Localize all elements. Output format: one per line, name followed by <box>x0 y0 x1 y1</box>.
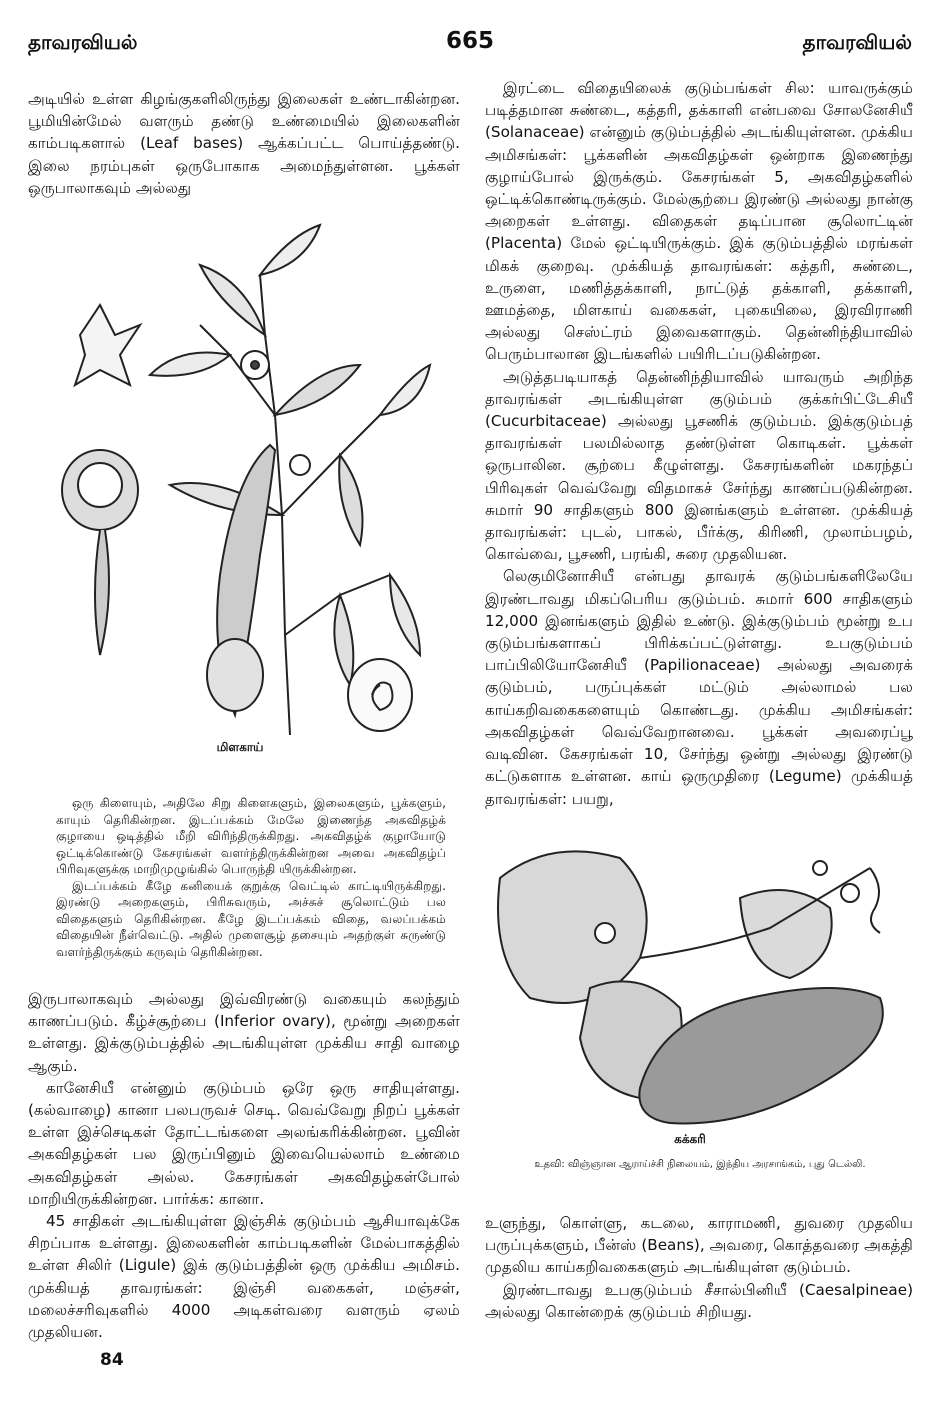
paragraph: கானேசியீ என்னும் குடும்பம் ஒரே ஒரு சாதியுள்ளது. (கல்வாழை) கானா பலபருவச் செடி. வெவ்வேறு நிறப் பூக்கள் உள்ள இச்செடிகள் தோட்டங்களை அலங்கரிக்கின்றன. பூவின் அகவிதழ்கள் பல இருப்பினும் இவையெல்லாம் உண்மை அகவிதழ்கள் அல்ல. கேசரங்கள் அகவிதழ்கள்போல் மாறியிருக்கின்றன. பார்க்க: கானா. <box>28 1078 460 1208</box>
right-column-bottom <box>485 1212 913 1323</box>
figure-1-label: மிளகாய் <box>216 740 264 754</box>
running-header-right: தாவரவியல் <box>802 30 912 54</box>
paragraph: இரண்டாவது உபகுடும்பம் சீசால்பினியீ (Caesalpineae) அல்லது கொன்றைக் குடும்பம் சிறியது. <box>485 1280 913 1321</box>
figure-2-credit: உதவி: விஞ்ஞான ஆராய்ச்சி நிலையம், இந்திய அரசாங்கம், புது டெல்லி. <box>534 1159 866 1170</box>
paragraph: இரட்டை விதையிலைக் குடும்பங்கள் சில: யாவருக்கும் படித்தமான சுண்டை, கத்தரி, தக்காளி என்பவை சோலனேசியீ (Solanaceae) என்னும் குடும்பத்தில் அடங்கியுள்ளன. முக்கிய அமிசங்கள்: பூக்களின் அகவிதழ்கள் ஒன்றாக இணைந்து குழாய்போல் இருக்கும். கேசரங்கள் 5, அகவிதழ்களில் ஒட்டிக்கொண்டிருக்கும். மேல்சூற்பை இரண்டு அல்லது நான்கு அறைகள் உள்ளது. விதைகள் தடிப்பான சூலொட்டின் (Placenta) மேல் ஒட்டியிருக்கும். இக் குடும்பத்தில் மரங்கள் மிகக் குறைவு. முக்கியத் தாவரங்கள்: கத்தரி, சுண்டை, உருளை, மணித்தக்காளி, நாட்டுத் தக்காளி, தக்காளி, ஊமத்தை, மிளகாய் வகைகள், புகையிலை, இரவிராணி அல்லது செஸ்ட்ரம் இவைகளாகும். தென்னிந்தியாவில் பெரும்பாலான இடங்களில் பயிரிடப்படுகின்றன. <box>485 79 913 364</box>
page-number-header: 665 <box>445 28 494 54</box>
left-column-bottom <box>28 988 460 1343</box>
figure-2-label: கக்கரி <box>674 1132 706 1146</box>
page-number-footer: 84 <box>100 1350 124 1370</box>
cucumber-illustration <box>490 838 910 1138</box>
chilli-plant-illustration <box>60 215 440 735</box>
left-column-top <box>28 88 460 199</box>
running-header-left: தாவரவியல் <box>28 30 138 54</box>
paragraph: இருபாலாகவும் அல்லது இவ்விரண்டு வகையும் கலந்தும் காணப்படும். கீழ்ச்சூற்பை (Inferior ovary), மூன்று அறைகள் உள்ளது. இக்குடும்பத்தில் அடங்கியுள்ள முக்கிய சாதி வாழை ஆகும். <box>28 990 460 1075</box>
paragraph: லெகுமினோசியீ என்பது தாவரக் குடும்பங்களிலேயே இரண்டாவது மிகப்பெரிய குடும்பம். சுமார் 600 சாதிகளும் 12,000 இனங்களும் இதில் உண்டு. இக்குடும்பம் மூன்று உப குடும்பங்களாகப் பிரிக்கப்பட்டுள்ளது. உபகுடும்பம் பாப்பிலியோனேசியீ (Papilionaceae) அல்லது அவரைக் குடும்பம், பருப்புக்கள் மட்டும் அல்லாமல் பல காய்கறிவகைகளையும் கொண்டது. முக்கிய அமிசங்கள்: அகவிதழ்கள் வெவ்வேறானவை. பூக்கள் அவரைப்பூ வடிவின. கேசரங்கள் 10, சேர்ந்து ஒன்று அல்லது இரண்டு கட்டுகளாக உள்ளன. காய் ஒருமுதிரை (Legume) முக்கியத் தாவரங்கள்: பயறு, <box>485 567 913 808</box>
figure-1-caption <box>56 795 446 960</box>
caption-paragraph: ஒரு கிளையும், அதிலே சிறு கிளைகளும், இலைகளும், பூக்களும், காயும் தெரிகின்றன. இடப்பக்கம் மேலே இணைந்த அகவிதழ்க் குழாயை ஒடித்தில் மீறி விரிந்திருக்கிறது. அகவிதழ்க் குழாயோடு ஒட்டிக்கொண்டு கேசரங்கள் வளர்ந்திருக்கின்றன அவை அகவிதழ்ப் பிரிவுகளுக்கு மாறிமுழுங்கில் பொருந்தி யிருக்கின்றன. <box>56 796 446 876</box>
paragraph: 45 சாதிகள் அடங்கியுள்ள இஞ்சிக் குடும்பம் ஆசியாவுக்கே சிறப்பாக உள்ளது. இலைகளின் காம்படிகளின் மேல்பாகத்தில் உள்ள சிலிர் (Ligule) இக் குடும்பத்தின் ஒரு முக்கிய அமிசம். முக்கியத் தாவரங்கள்: இஞ்சி வகைகள், மஞ்சள், மலைச்சரிவுகளில் 4000 அடிகள்வரை வளரும் ஏலம் முதலியன. <box>28 1212 460 1342</box>
paragraph: உளுந்து, கொள்ளு, கடலை, காராமணி, துவரை முதலிய பருப்புக்களும், பீன்ஸ் (Beans), அவரை, கொத்தவரை அகத்தி முதலிய காய்கறிவகைகளும் அடங்கியுள்ள குடும்பம். <box>485 1214 913 1277</box>
paragraph: அடுத்தபடியாகத் தென்னிந்தியாவில் யாவரும் அறிந்த தாவரங்கள் அடங்கியுள்ள குடும்பம் குக்கர்பிட்டேசியீ (Cucurbitaceae) அல்லது பூசணிக் குடும்பம். இக்குடும்பத் தாவரங்கள் பலமில்லாத தண்டுள்ள கொடிகள். பூக்கள் ஒருபாலின. சூற்பை கீழுள்ளது. கேசரங்களின் மகரந்தப் பிரிவுகள் வெவ்வேறு விதமாகச் சேர்ந்து காணப்படுகின்றன. சுமார் 90 சாதிகளும் 800 இனங்களும் உள்ளன. முக்கியத் தாவரங்கள்: புடல், பாகல், பீர்க்கு, கிரிணி, முலாம்பழம், கொவ்வை, பூசணி, பரங்கி, சுரை முதலியன. <box>485 367 913 564</box>
paragraph: அடியில் உள்ள கிழங்குகளிலிருந்து இலைகள் உண்டாகின்றன. பூமியின்மேல் வளரும் தண்டு உண்மையில் இலைகளின் காம்படிகளால் (Leaf bases) ஆக்கப்பட்ட பொய்த்தண்டு. இலை நரம்புகள் ஒருபோகாக அமைந்துள்ளன. பூக்கள் ஒருபாலாகவும் அல்லது <box>28 90 460 197</box>
caption-paragraph: இடப்பக்கம் கீழே கனியைக் குறுக்கு வெட்டில் காட்டியிருக்கிறது. இரண்டு அறைகளும், பிரிசுவரும், அச்சுச் சூலொட்டும் பல விதைகளும் தெரிகின்றன. கீழே இடப்பக்கம் விதை, வலப்பக்கம் விதையின் நீள்வெட்டு. அதில் முளைசூழ் தசையும் அதற்குள் சுருண்டு வளர்ந்திருக்கும் கருவும் தெரிகின்றன. <box>56 878 446 959</box>
right-column-top <box>485 77 913 810</box>
